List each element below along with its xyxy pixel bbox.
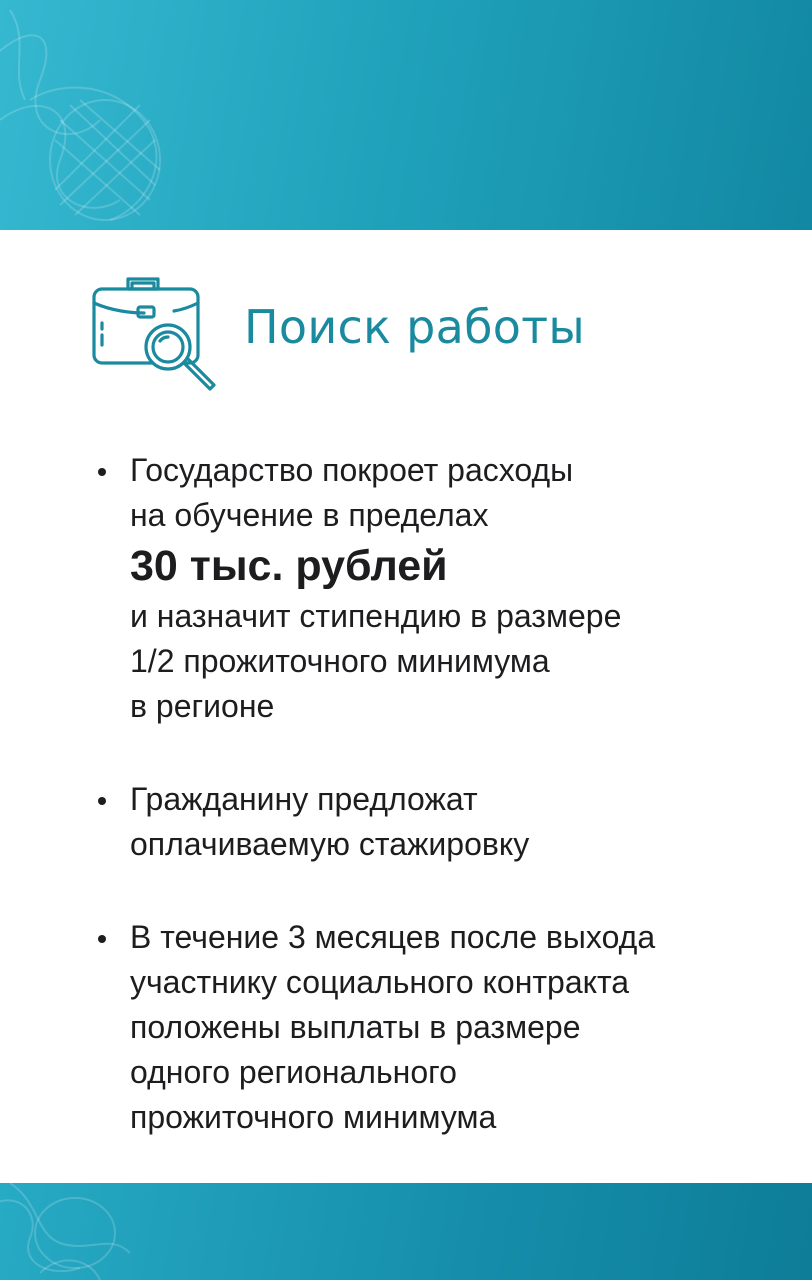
list-item [96, 448, 786, 729]
bullet-text: в регионе [130, 688, 275, 724]
bullet-text: Гражданину предложат [130, 781, 478, 817]
footer-band [0, 1183, 812, 1280]
bullet-text: В течение 3 месяцев после выхода [130, 919, 656, 955]
bullet-text: положены выплаты в размере [130, 1009, 581, 1045]
list-item [96, 915, 786, 1140]
bullet-text: на обучение в пределах [130, 497, 489, 533]
list-item [96, 777, 786, 867]
ornament-pattern-icon [0, 1183, 812, 1280]
bullet-list [96, 448, 786, 1188]
briefcase-search-icon [92, 275, 218, 401]
bullet-text: оплачиваемую стажировку [130, 826, 530, 862]
bullet-text: 1/2 прожиточного минимума [130, 643, 550, 679]
header-band [0, 0, 812, 230]
bullet-text: Государство покроет расходы [130, 452, 574, 488]
highlight-amount: 30 тыс. рублей [130, 542, 448, 590]
ornament-pattern-icon [0, 0, 812, 230]
bullet-text: прожиточного минимума [130, 1099, 497, 1135]
bullet-text: и назначит стипендию в размере [130, 598, 622, 634]
bullet-text: участнику социального контракта [130, 964, 630, 1000]
page-title: Поиск работы [244, 300, 585, 354]
bullet-text: одного регионального [130, 1054, 457, 1090]
